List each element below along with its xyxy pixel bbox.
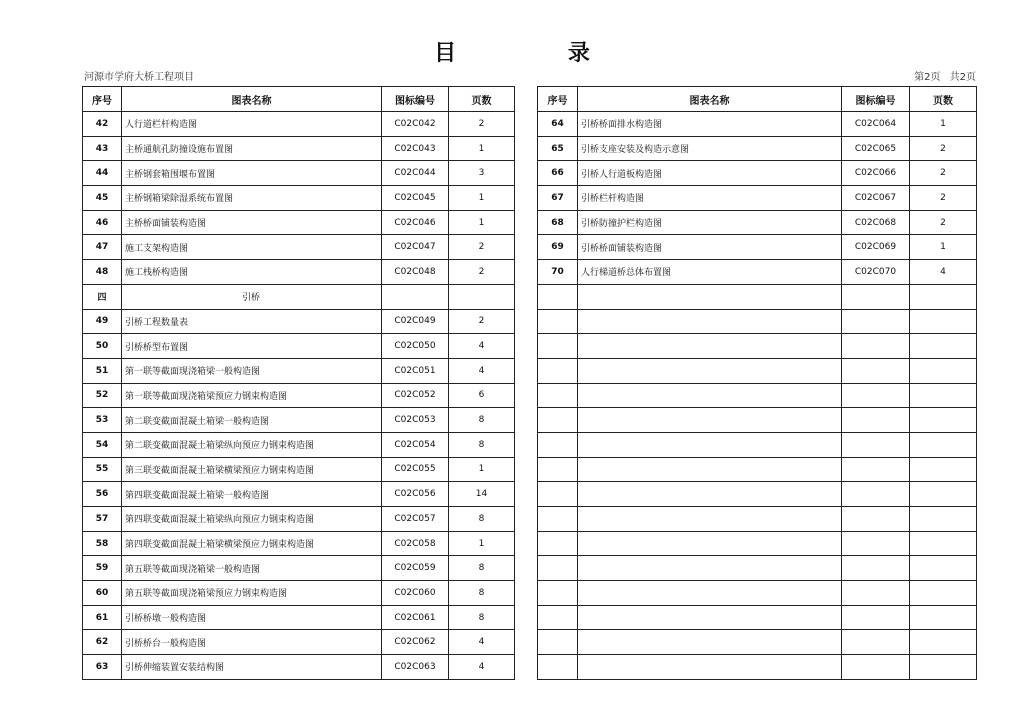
- row-pages: 8: [449, 581, 515, 606]
- row-pages: [910, 531, 977, 556]
- row-pages: 4: [449, 655, 515, 680]
- row-pages: 4: [449, 630, 515, 655]
- page-info: 第2页 共2页: [914, 72, 976, 83]
- row-number: 46: [83, 210, 122, 235]
- row-pages: [910, 383, 977, 408]
- row-code: C02C049: [382, 309, 449, 334]
- row-code: C02C053: [382, 408, 449, 433]
- row-code: C02C058: [382, 531, 449, 556]
- row-name: [578, 309, 842, 334]
- row-number: 53: [83, 408, 122, 433]
- row-code: C02C054: [382, 432, 449, 457]
- row-name: [578, 358, 842, 383]
- section-row: [83, 284, 515, 309]
- row-name: [578, 284, 842, 309]
- table-header-row: [538, 87, 977, 112]
- row-pages: [910, 482, 977, 507]
- table-row: [538, 432, 977, 457]
- row-name: 引桥工程数量表: [122, 309, 382, 334]
- row-code: [842, 383, 910, 408]
- row-name: 主桥通航孔防撞设施布置图: [122, 136, 382, 161]
- row-number: [538, 284, 578, 309]
- row-pages: 1: [449, 136, 515, 161]
- row-code: C02C069: [842, 235, 910, 260]
- toc-table-left: [82, 86, 515, 680]
- row-pages: [910, 605, 977, 630]
- table-row: [538, 457, 977, 482]
- header-no: 序号: [83, 87, 122, 112]
- row-name: [578, 655, 842, 680]
- row-code: C02C042: [382, 112, 449, 137]
- row-number: 50: [83, 334, 122, 359]
- table-row: [538, 210, 977, 235]
- row-pages: 2: [910, 186, 977, 211]
- row-pages: [910, 334, 977, 359]
- row-number: [538, 383, 578, 408]
- table-row: [83, 186, 515, 211]
- table-row: [83, 531, 515, 556]
- header-no: 序号: [538, 87, 578, 112]
- row-pages: 2: [910, 210, 977, 235]
- table-row: [83, 112, 515, 137]
- row-name: 引桥人行道板构造图: [578, 161, 842, 186]
- table-row: [83, 210, 515, 235]
- row-pages: [910, 432, 977, 457]
- row-code: [842, 581, 910, 606]
- table-row: [538, 161, 977, 186]
- table-row: [538, 235, 977, 260]
- table-row: [538, 482, 977, 507]
- row-number: 64: [538, 112, 578, 137]
- row-code: C02C055: [382, 457, 449, 482]
- row-pages: 1: [449, 457, 515, 482]
- row-pages: 2: [449, 235, 515, 260]
- row-code: C02C068: [842, 210, 910, 235]
- row-code: C02C044: [382, 161, 449, 186]
- row-pages: [910, 408, 977, 433]
- row-number: 63: [83, 655, 122, 680]
- row-name: 第二联变截面混凝土箱梁一般构造图: [122, 408, 382, 433]
- table-row: [538, 507, 977, 532]
- row-pages: [910, 457, 977, 482]
- row-code: [842, 309, 910, 334]
- row-number: 45: [83, 186, 122, 211]
- row-code: [842, 457, 910, 482]
- row-number: 58: [83, 531, 122, 556]
- row-code: C02C057: [382, 507, 449, 532]
- table-row: [538, 186, 977, 211]
- row-pages: 8: [449, 408, 515, 433]
- project-name: 河源市学府大桥工程项目: [84, 72, 194, 83]
- row-pages: 2: [449, 112, 515, 137]
- row-name: 人行梯道桥总体布置图: [578, 260, 842, 285]
- row-name: [578, 432, 842, 457]
- row-code: [842, 482, 910, 507]
- row-code: C02C050: [382, 334, 449, 359]
- row-number: 43: [83, 136, 122, 161]
- row-name: [578, 383, 842, 408]
- row-name: 第四联变截面混凝土箱梁纵向预应力钢束构造图: [122, 507, 382, 532]
- row-pages: [910, 284, 977, 309]
- row-pages: [910, 358, 977, 383]
- row-number: [538, 482, 578, 507]
- row-code: [842, 531, 910, 556]
- row-name: 引桥桥面排水构造图: [578, 112, 842, 137]
- row-pages: 2: [449, 309, 515, 334]
- row-number: 49: [83, 309, 122, 334]
- table-row: [83, 235, 515, 260]
- row-name: 施工栈桥构造图: [122, 260, 382, 285]
- row-name: 第一联等截面现浇箱梁预应力钢束构造图: [122, 383, 382, 408]
- row-code: [842, 630, 910, 655]
- row-code: C02C059: [382, 556, 449, 581]
- row-code: C02C056: [382, 482, 449, 507]
- row-number: 51: [83, 358, 122, 383]
- toc-table-right: [537, 86, 977, 680]
- row-number: 55: [83, 457, 122, 482]
- row-number: 66: [538, 161, 578, 186]
- row-name: 引桥: [122, 284, 382, 309]
- row-name: 引桥桥台一般构造图: [122, 630, 382, 655]
- row-number: [538, 507, 578, 532]
- row-code: [842, 408, 910, 433]
- row-number: [538, 655, 578, 680]
- row-number: 57: [83, 507, 122, 532]
- row-number: [538, 358, 578, 383]
- row-name: 第三联变截面混凝土箱梁横梁预应力钢束构造图: [122, 457, 382, 482]
- row-pages: [910, 309, 977, 334]
- row-pages: [910, 556, 977, 581]
- row-number: [538, 556, 578, 581]
- row-name: [578, 605, 842, 630]
- table-row: [538, 334, 977, 359]
- row-pages: 1: [449, 531, 515, 556]
- row-pages: 4: [910, 260, 977, 285]
- row-pages: 1: [449, 186, 515, 211]
- row-number: [538, 605, 578, 630]
- header-code: 图标编号: [842, 87, 910, 112]
- row-name: 第四联变截面混凝土箱梁一般构造图: [122, 482, 382, 507]
- row-code: C02C062: [382, 630, 449, 655]
- row-name: 施工支架构造图: [122, 235, 382, 260]
- table-row: [83, 630, 515, 655]
- row-name: 引桥桥面铺装构造图: [578, 235, 842, 260]
- table-row: [83, 309, 515, 334]
- row-code: C02C051: [382, 358, 449, 383]
- row-code: C02C070: [842, 260, 910, 285]
- table-row: [538, 556, 977, 581]
- row-name: [578, 482, 842, 507]
- table-row: [83, 408, 515, 433]
- row-code: C02C065: [842, 136, 910, 161]
- row-number: 48: [83, 260, 122, 285]
- table-row: [538, 655, 977, 680]
- row-pages: [910, 581, 977, 606]
- row-number: 65: [538, 136, 578, 161]
- table-row: [83, 432, 515, 457]
- row-pages: 1: [449, 210, 515, 235]
- row-pages: 2: [910, 161, 977, 186]
- row-number: 67: [538, 186, 578, 211]
- row-pages: 6: [449, 383, 515, 408]
- row-code: C02C043: [382, 136, 449, 161]
- table-header-row: [83, 87, 515, 112]
- row-number: [538, 408, 578, 433]
- row-pages: 2: [910, 136, 977, 161]
- page-title: 目 录: [434, 40, 642, 66]
- table-row: [83, 334, 515, 359]
- row-number: [538, 457, 578, 482]
- row-number: [538, 309, 578, 334]
- row-code: [842, 556, 910, 581]
- row-code: C02C046: [382, 210, 449, 235]
- row-name: 第四联变截面混凝土箱梁横梁预应力钢束构造图: [122, 531, 382, 556]
- table-row: [83, 655, 515, 680]
- row-number: 52: [83, 383, 122, 408]
- table-row: [538, 136, 977, 161]
- row-code: C02C060: [382, 581, 449, 606]
- table-row: [83, 507, 515, 532]
- row-name: 第二联变截面混凝土箱梁纵向预应力钢束构造图: [122, 432, 382, 457]
- row-code: C02C052: [382, 383, 449, 408]
- row-name: [578, 334, 842, 359]
- row-name: 引桥栏杆构造图: [578, 186, 842, 211]
- row-pages: 8: [449, 507, 515, 532]
- row-name: [578, 408, 842, 433]
- row-name: 第五联等截面现浇箱梁一般构造图: [122, 556, 382, 581]
- row-name: 引桥支座安装及构造示意图: [578, 136, 842, 161]
- row-name: 第五联等截面现浇箱梁预应力钢束构造图: [122, 581, 382, 606]
- header-pages: 页数: [910, 87, 977, 112]
- table-row: [83, 482, 515, 507]
- row-pages: [910, 507, 977, 532]
- header-code: 图标编号: [382, 87, 449, 112]
- row-code: C02C066: [842, 161, 910, 186]
- row-number: 44: [83, 161, 122, 186]
- table-row: [538, 605, 977, 630]
- header-pages: 页数: [449, 87, 515, 112]
- row-name: [578, 581, 842, 606]
- table-row: [538, 408, 977, 433]
- table-row: [83, 136, 515, 161]
- row-pages: 8: [449, 605, 515, 630]
- row-name: 引桥伸缩装置安装结构图: [122, 655, 382, 680]
- row-code: C02C047: [382, 235, 449, 260]
- row-name: 主桥钢箱梁除湿系统布置图: [122, 186, 382, 211]
- row-name: 主桥钢套箱围堰布置图: [122, 161, 382, 186]
- row-name: 主桥桥面铺装构造图: [122, 210, 382, 235]
- row-pages: 3: [449, 161, 515, 186]
- header-name: 图表名称: [122, 87, 382, 112]
- row-name: 人行道栏杆构造图: [122, 112, 382, 137]
- table-row: [83, 358, 515, 383]
- table-row: [83, 605, 515, 630]
- row-number: 68: [538, 210, 578, 235]
- row-pages: [449, 284, 515, 309]
- row-pages: [910, 655, 977, 680]
- row-name: [578, 556, 842, 581]
- table-row: [538, 383, 977, 408]
- row-number: 69: [538, 235, 578, 260]
- row-pages: 14: [449, 482, 515, 507]
- row-number: 59: [83, 556, 122, 581]
- row-code: [842, 334, 910, 359]
- row-code: [382, 284, 449, 309]
- row-pages: 1: [910, 112, 977, 137]
- row-code: [842, 507, 910, 532]
- row-pages: [910, 630, 977, 655]
- row-name: 引桥桥墩一般构造图: [122, 605, 382, 630]
- table-row: [538, 358, 977, 383]
- row-number: 42: [83, 112, 122, 137]
- row-name: [578, 531, 842, 556]
- table-row: [83, 383, 515, 408]
- table-row: [538, 630, 977, 655]
- row-name: 引桥桥型布置图: [122, 334, 382, 359]
- row-name: [578, 457, 842, 482]
- table-row: [538, 309, 977, 334]
- row-name: [578, 507, 842, 532]
- row-code: C02C063: [382, 655, 449, 680]
- row-number: 61: [83, 605, 122, 630]
- row-number: 四: [83, 284, 122, 309]
- row-code: C02C067: [842, 186, 910, 211]
- row-code: C02C045: [382, 186, 449, 211]
- row-code: C02C064: [842, 112, 910, 137]
- row-number: 54: [83, 432, 122, 457]
- table-row: [83, 581, 515, 606]
- row-pages: 4: [449, 358, 515, 383]
- row-number: [538, 531, 578, 556]
- table-row: [538, 112, 977, 137]
- row-code: [842, 284, 910, 309]
- row-number: 56: [83, 482, 122, 507]
- row-name: 引桥防撞护栏构造图: [578, 210, 842, 235]
- row-number: 62: [83, 630, 122, 655]
- row-name: [578, 630, 842, 655]
- row-pages: 4: [449, 334, 515, 359]
- row-pages: 2: [449, 260, 515, 285]
- row-code: [842, 655, 910, 680]
- row-code: C02C061: [382, 605, 449, 630]
- table-row: [538, 531, 977, 556]
- row-number: [538, 581, 578, 606]
- row-number: 60: [83, 581, 122, 606]
- table-row: [83, 260, 515, 285]
- row-number: [538, 630, 578, 655]
- table-row: [83, 457, 515, 482]
- row-number: 47: [83, 235, 122, 260]
- row-code: [842, 432, 910, 457]
- table-row: [83, 161, 515, 186]
- table-row: [83, 556, 515, 581]
- table-row: [538, 260, 977, 285]
- row-number: [538, 432, 578, 457]
- row-pages: 1: [910, 235, 977, 260]
- table-row: [538, 581, 977, 606]
- row-number: 70: [538, 260, 578, 285]
- row-name: 第一联等截面现浇箱梁一般构造图: [122, 358, 382, 383]
- row-code: [842, 358, 910, 383]
- header-name: 图表名称: [578, 87, 842, 112]
- row-pages: 8: [449, 556, 515, 581]
- table-row: [538, 284, 977, 309]
- row-code: C02C048: [382, 260, 449, 285]
- row-number: [538, 334, 578, 359]
- row-code: [842, 605, 910, 630]
- row-pages: 8: [449, 432, 515, 457]
